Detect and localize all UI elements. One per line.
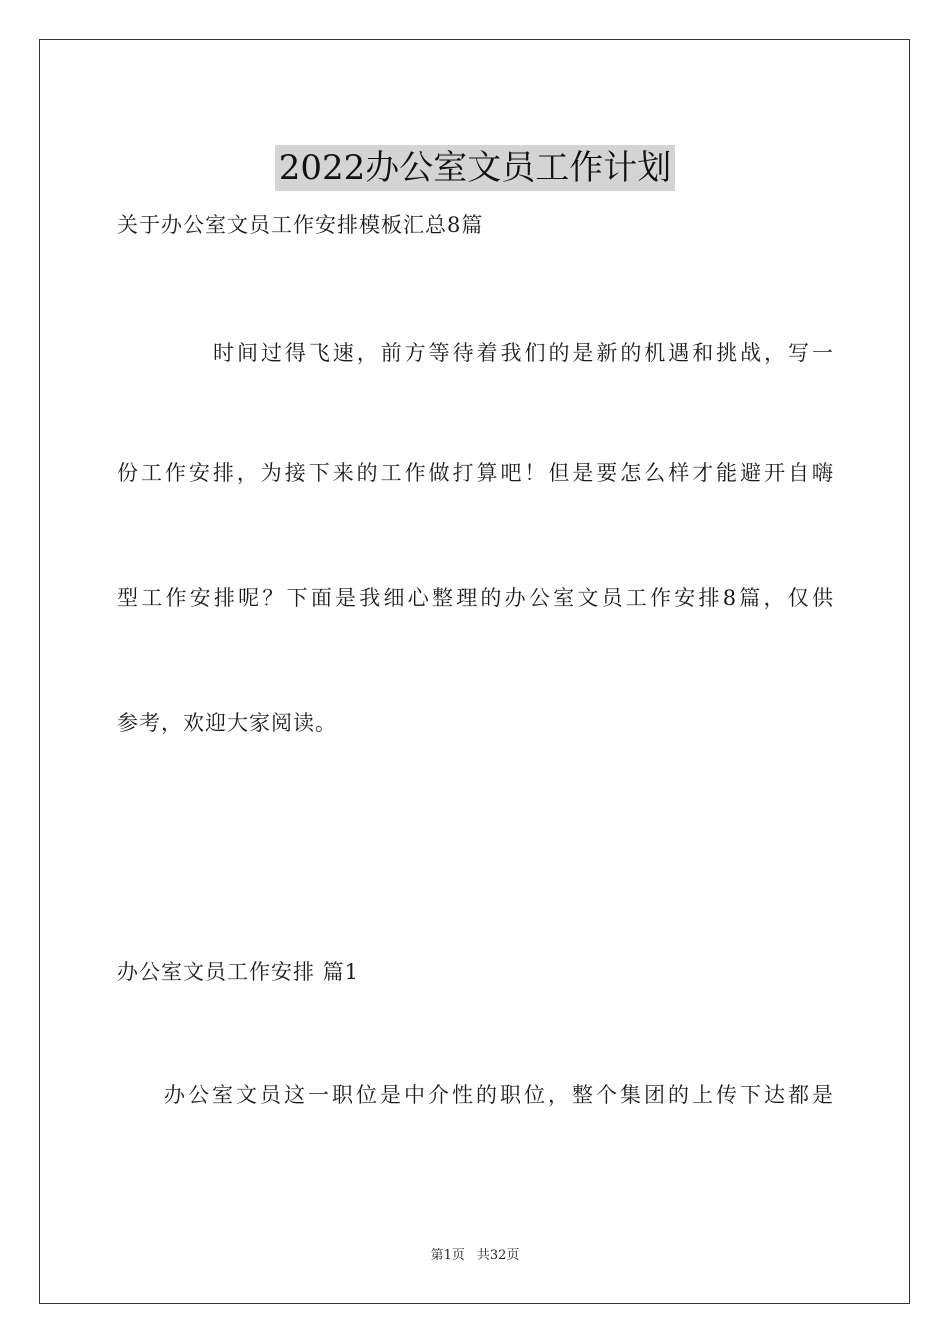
document-subtitle: 关于办公室文员工作安排模板汇总8篇 [117,213,484,237]
section-body-line-1: 办公室文员这一职位是中介性的职位，整个集团的上传下达都是 [164,1083,833,1107]
page-footer [0,1247,950,1265]
document-title: 2022办公室文员工作计划 [275,145,676,191]
intro-line-2: 份工作安排，为接下来的工作做打算吧！但是要怎么样才能避开自嗨 [117,461,833,485]
intro-line-1: 时间过得飞速，前方等待着我们的是新的机遇和挑战，写一 [213,341,833,365]
page-number: 第1页 [430,1248,465,1263]
section-heading: 办公室文员工作安排 篇1 [117,960,360,984]
intro-line-4: 参考，欢迎大家阅读。 [117,711,337,735]
title-container [0,122,950,214]
page-total: 共32页 [476,1248,520,1263]
intro-line-3: 型工作安排呢？下面是我细心整理的办公室文员工作安排8篇，仅供 [117,586,833,610]
